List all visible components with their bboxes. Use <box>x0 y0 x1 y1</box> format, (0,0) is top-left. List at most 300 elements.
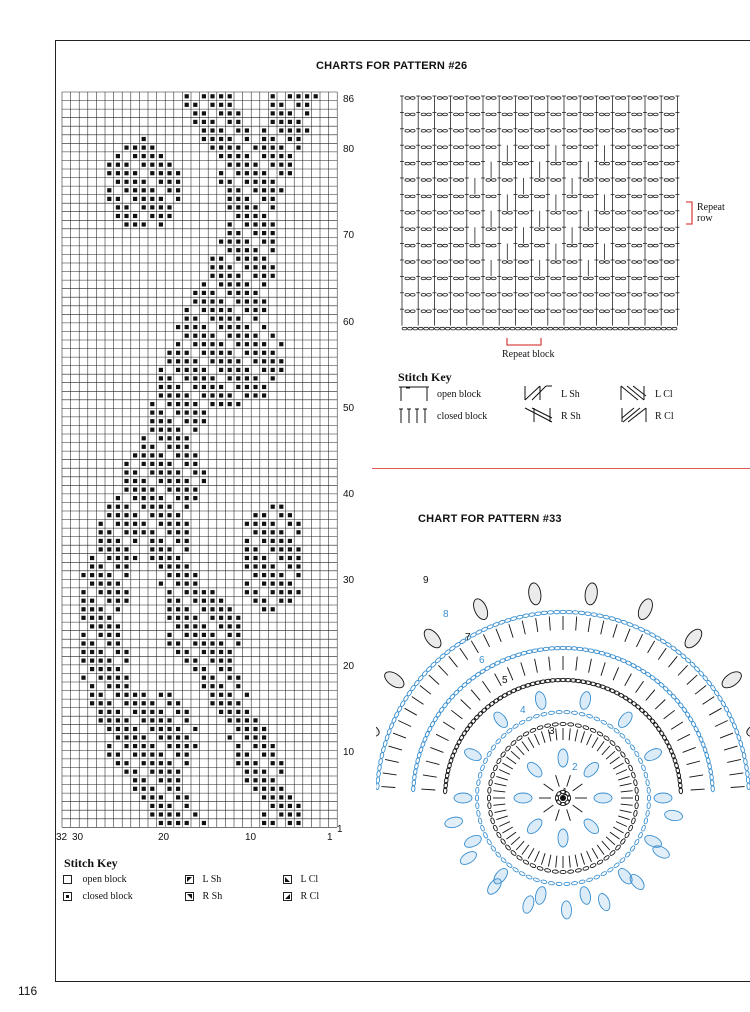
closed-block <box>253 214 257 218</box>
chain-stitch <box>437 130 442 133</box>
closed-block <box>116 710 120 714</box>
dc-stitch <box>677 734 690 740</box>
dc-stitch <box>511 751 520 759</box>
dc-stitch <box>421 789 435 790</box>
chain-stitch <box>621 261 626 264</box>
chain-stitch <box>551 113 556 116</box>
dc-stitch <box>613 667 619 680</box>
chain-stitch <box>669 310 674 313</box>
closed-block <box>271 376 275 380</box>
closed-block <box>262 778 266 782</box>
closed-block <box>219 693 223 697</box>
chain-stitch <box>590 863 597 868</box>
closed-block <box>279 795 283 799</box>
closed-block <box>124 590 128 594</box>
chain-stitch <box>635 665 642 671</box>
closed-block <box>167 163 171 167</box>
chain-stitch <box>512 723 519 729</box>
closed-block <box>236 624 240 628</box>
chain-stitch <box>426 244 431 247</box>
dc-stitch <box>556 728 557 740</box>
chain-stitch <box>652 722 659 729</box>
puff-stitch <box>558 749 568 767</box>
closed-block <box>167 556 171 560</box>
chain-stitch <box>507 97 512 100</box>
closed-block <box>99 701 103 705</box>
chain-stitch <box>470 195 475 198</box>
closed-block <box>262 128 266 132</box>
chain-stitch <box>593 716 600 721</box>
foundation-chain <box>618 327 623 330</box>
closed-block <box>262 744 266 748</box>
chain-stitch <box>491 228 496 231</box>
chain-stitch <box>605 261 610 264</box>
chain-stitch <box>410 277 415 280</box>
chain-stitch <box>535 228 540 231</box>
closed-block <box>176 710 180 714</box>
chain-stitch <box>632 146 637 149</box>
closed-block <box>210 385 214 389</box>
closed-block <box>245 308 249 312</box>
chain-stitch <box>454 195 459 198</box>
closed-block <box>262 787 266 791</box>
chain-stitch <box>435 711 441 718</box>
closed-block <box>116 650 120 654</box>
chain-stitch <box>443 310 448 313</box>
closed-block <box>107 718 111 722</box>
closed-block <box>210 351 214 355</box>
closed-block <box>236 684 240 688</box>
closed-block <box>262 564 266 568</box>
dc-stitch <box>556 775 560 786</box>
chain-stitch <box>518 261 523 264</box>
chain-stitch <box>475 244 480 247</box>
dc-stitch <box>506 757 516 764</box>
chain-stitch <box>605 97 610 100</box>
closed-block <box>159 436 163 440</box>
chain-stitch <box>434 657 441 664</box>
closed-block <box>193 488 197 492</box>
puff-stitch <box>682 626 705 651</box>
closed-block <box>185 607 189 611</box>
closed-block <box>107 624 111 628</box>
chain-stitch <box>457 685 464 692</box>
dc-stitch <box>616 770 627 775</box>
closed-block <box>81 607 85 611</box>
closed-block <box>262 539 266 543</box>
chain-stitch <box>572 195 577 198</box>
closed-block <box>210 659 214 663</box>
chain-stitch <box>684 711 690 718</box>
closed-block <box>236 718 240 722</box>
closed-block <box>99 564 103 568</box>
chain-stitch <box>421 277 426 280</box>
chain-stitch <box>459 277 464 280</box>
closed-block <box>253 564 257 568</box>
chain-stitch <box>567 310 572 313</box>
chain-stitch <box>541 611 548 615</box>
puff-stitch <box>525 760 545 780</box>
chain-stitch <box>556 710 562 713</box>
closed-block <box>271 334 275 338</box>
left-key-r-cl: R Cl <box>283 891 319 902</box>
chain-stitch <box>454 130 459 133</box>
closed-block <box>142 436 146 440</box>
round-label-5: 5 <box>502 675 508 686</box>
chain-stitch <box>588 179 593 182</box>
closed-block <box>262 522 266 526</box>
chain-stitch <box>648 212 653 215</box>
closed-block <box>210 103 214 107</box>
closed-block <box>288 556 292 560</box>
chain-stitch <box>533 714 540 719</box>
chain-stitch <box>490 845 496 852</box>
closed-block <box>219 385 223 389</box>
closed-block <box>271 265 275 269</box>
dc-stitch <box>393 733 406 738</box>
chain-stitch <box>487 787 491 793</box>
closed-block <box>271 120 275 124</box>
closed-block <box>219 111 223 115</box>
chain-stitch <box>664 310 669 313</box>
closed-block <box>271 240 275 244</box>
chain-stitch <box>486 113 491 116</box>
closed-block <box>288 128 292 132</box>
chain-stitch <box>567 130 572 133</box>
closed-block <box>133 530 137 534</box>
closed-block <box>185 402 189 406</box>
chain-stitch <box>445 697 452 704</box>
chain-stitch <box>380 752 385 759</box>
closed-block <box>236 325 240 329</box>
chain-stitch <box>644 818 649 825</box>
chain-stitch <box>459 146 464 149</box>
closed-block <box>124 513 128 517</box>
closed-block <box>176 180 180 184</box>
closed-block <box>279 573 283 577</box>
closed-block <box>167 599 171 603</box>
right-key-l-sh: L Sh <box>561 389 580 400</box>
dc-stitch <box>509 624 513 637</box>
chain-stitch <box>507 113 512 116</box>
closed-block <box>176 188 180 192</box>
chain-stitch <box>535 612 542 616</box>
right-key-r-sh: R Sh <box>561 411 581 422</box>
closed-block <box>219 393 223 397</box>
chain-stitch <box>470 130 475 133</box>
chain-stitch <box>540 179 545 182</box>
l-cl-symbol-icon <box>618 384 650 402</box>
chain-stitch <box>535 113 540 116</box>
chain-stitch <box>405 113 410 116</box>
puff-stitch <box>382 669 407 691</box>
closed-block <box>159 428 163 432</box>
closed-block <box>133 787 137 791</box>
chain-stitch <box>648 195 653 198</box>
closed-block <box>288 812 292 816</box>
closed-block <box>253 385 257 389</box>
closed-block <box>245 564 249 568</box>
chain-stitch <box>529 612 536 616</box>
chain-stitch <box>488 810 492 817</box>
closed-block <box>116 761 120 765</box>
chain-stitch <box>491 130 496 133</box>
chain-stitch <box>630 845 636 852</box>
closed-block <box>159 693 163 697</box>
closed-block <box>150 188 154 192</box>
closed-block <box>193 291 197 295</box>
chain-stitch <box>486 751 492 758</box>
closed-block <box>167 564 171 568</box>
closed-block <box>193 599 197 603</box>
chain-stitch <box>605 212 610 215</box>
closed-block <box>305 94 309 98</box>
closed-block <box>210 265 214 269</box>
chain-stitch <box>551 130 556 133</box>
chain-stitch <box>449 693 456 700</box>
closed-block <box>116 154 120 158</box>
dc-stitch <box>436 734 449 740</box>
chain-stitch <box>470 261 475 264</box>
closed-block <box>262 607 266 611</box>
chain-stitch <box>607 867 614 873</box>
chain-stitch <box>493 825 498 832</box>
closed-block <box>245 265 249 269</box>
chain-stitch <box>442 702 449 709</box>
chain-stitch <box>454 310 459 313</box>
closed-block <box>159 522 163 526</box>
chain-stitch <box>530 728 537 733</box>
closed-block <box>167 761 171 765</box>
closed-block <box>219 299 223 303</box>
closed-block <box>202 393 206 397</box>
closed-block <box>193 402 197 406</box>
closed-block <box>219 710 223 714</box>
closed-block <box>185 590 189 594</box>
chain-stitch <box>619 733 626 739</box>
closed-block <box>193 624 197 628</box>
closed-block <box>159 163 163 167</box>
closed-block <box>262 599 266 603</box>
dc-stitch <box>613 624 617 637</box>
closed-block <box>245 522 249 526</box>
closed-block <box>262 137 266 141</box>
foundation-chain <box>597 327 602 330</box>
closed-block <box>167 385 171 389</box>
closed-block <box>288 154 292 158</box>
chain-stitch <box>486 179 491 182</box>
closed-block <box>116 171 120 175</box>
dc-stitch <box>536 618 538 632</box>
closed-block <box>279 787 283 791</box>
chain-stitch <box>459 244 464 247</box>
chain-stitch <box>405 97 410 100</box>
chain-stitch <box>572 310 577 313</box>
chain-stitch <box>653 179 658 182</box>
chain-stitch <box>479 668 486 674</box>
closed-block <box>133 479 137 483</box>
closed-block <box>253 342 257 346</box>
closed-block <box>202 308 206 312</box>
chain-stitch <box>588 113 593 116</box>
chain-stitch <box>616 130 621 133</box>
round-label-9: 9 <box>423 575 429 586</box>
dc-stitch <box>576 617 577 631</box>
closed-block <box>245 222 249 226</box>
closed-block <box>150 488 154 492</box>
dc-stitch <box>471 641 478 653</box>
chain-stitch <box>518 130 523 133</box>
closed-block <box>236 616 240 620</box>
closed-block <box>193 385 197 389</box>
closed-block <box>245 376 249 380</box>
dc-stitch <box>625 629 630 642</box>
chain-stitch <box>535 146 540 149</box>
puff-stitch <box>527 582 542 605</box>
closed-block <box>142 530 146 534</box>
chain-stitch <box>603 735 610 741</box>
chain-stitch <box>502 261 507 264</box>
closed-block <box>245 282 249 286</box>
closed-block <box>305 103 309 107</box>
closed-block <box>236 633 240 637</box>
closed-block <box>219 128 223 132</box>
foundation-chain <box>553 327 558 330</box>
chain-stitch <box>454 244 459 247</box>
closed-block <box>202 641 206 645</box>
closed-block <box>236 376 240 380</box>
chain-stitch <box>743 758 748 765</box>
closed-block <box>116 718 120 722</box>
closed-block <box>116 547 120 551</box>
grid-lines <box>62 92 337 827</box>
closed-block <box>167 616 171 620</box>
closed-block <box>99 539 103 543</box>
foundation-chain <box>602 327 607 330</box>
closed-block <box>271 222 275 226</box>
col-label-30: 30 <box>72 832 84 843</box>
chain-stitch <box>426 212 431 215</box>
closed-block <box>193 411 197 415</box>
open-block-icon <box>63 875 72 884</box>
closed-block <box>279 154 283 158</box>
closed-block <box>133 496 137 500</box>
closed-block <box>228 308 232 312</box>
chain-stitch <box>567 146 572 149</box>
chain-stitch <box>662 685 669 692</box>
chain-stitch <box>512 867 519 873</box>
closed-block <box>193 573 197 577</box>
closed-block <box>219 171 223 175</box>
closed-block <box>150 154 154 158</box>
closed-block <box>262 368 266 372</box>
chain-stitch <box>491 277 496 280</box>
foundation-chain <box>591 327 596 330</box>
foundation-chain <box>402 327 407 330</box>
chain-stitch <box>426 277 431 280</box>
dc-stitch <box>443 722 455 730</box>
chain-stitch <box>648 97 653 100</box>
chain-stitch <box>648 294 653 297</box>
closed-block <box>253 735 257 739</box>
chain-stitch <box>524 162 529 165</box>
chain-stitch <box>429 720 435 727</box>
closed-block <box>159 462 163 466</box>
chain-stitch <box>540 244 545 247</box>
col-label-1: 1 <box>327 832 333 843</box>
chain-stitch <box>669 244 674 247</box>
chain-stitch <box>470 294 475 297</box>
closed-block <box>167 718 171 722</box>
closed-block <box>228 180 232 184</box>
chain-stitch <box>632 212 637 215</box>
chain-stitch <box>410 179 415 182</box>
chain-stitch <box>526 874 533 879</box>
closed-block <box>228 633 232 637</box>
chain-stitch <box>486 146 491 149</box>
closed-block <box>288 599 292 603</box>
chain-stitch <box>484 704 491 711</box>
closed-block <box>228 376 232 380</box>
chain-stitch <box>421 244 426 247</box>
closed-block <box>185 582 189 586</box>
closed-block <box>210 607 214 611</box>
chain-stitch <box>470 277 475 280</box>
closed-block <box>279 171 283 175</box>
dc-stitch <box>581 731 585 742</box>
dc-stitch <box>613 827 623 833</box>
closed-block <box>245 727 249 731</box>
closed-block <box>219 402 223 406</box>
chain-stitch <box>567 113 572 116</box>
closed-block <box>202 650 206 654</box>
closed-block-icon <box>63 892 72 901</box>
closed-block <box>193 659 197 663</box>
closed-block <box>133 470 137 474</box>
closed-block <box>262 214 266 218</box>
closed-block <box>142 735 146 739</box>
closed-block <box>124 573 128 577</box>
closed-block <box>150 411 154 415</box>
chain-stitch <box>669 277 674 280</box>
chain-stitch <box>454 97 459 100</box>
closed-block <box>167 393 171 397</box>
closed-block <box>202 633 206 637</box>
closed-block <box>236 701 240 705</box>
closed-block <box>167 214 171 218</box>
dc-stitch <box>567 809 571 820</box>
dc-stitch <box>602 841 610 850</box>
closed-block <box>116 590 120 594</box>
chain-stitch <box>653 97 658 100</box>
chain-stitch <box>524 212 529 215</box>
chain-stitch <box>461 682 468 689</box>
closed-block <box>262 393 266 397</box>
chain-stitch <box>641 764 646 771</box>
foundation-chain <box>570 327 575 330</box>
closed-block <box>193 470 197 474</box>
chain-stitch <box>523 859 530 865</box>
closed-block <box>210 599 214 603</box>
closed-block <box>167 744 171 748</box>
closed-block <box>219 684 223 688</box>
closed-block <box>90 659 94 663</box>
chain-stitch <box>443 294 448 297</box>
chain-stitch <box>524 261 529 264</box>
closed-block <box>236 231 240 235</box>
chain-stitch <box>632 310 637 313</box>
closed-block <box>133 744 137 748</box>
